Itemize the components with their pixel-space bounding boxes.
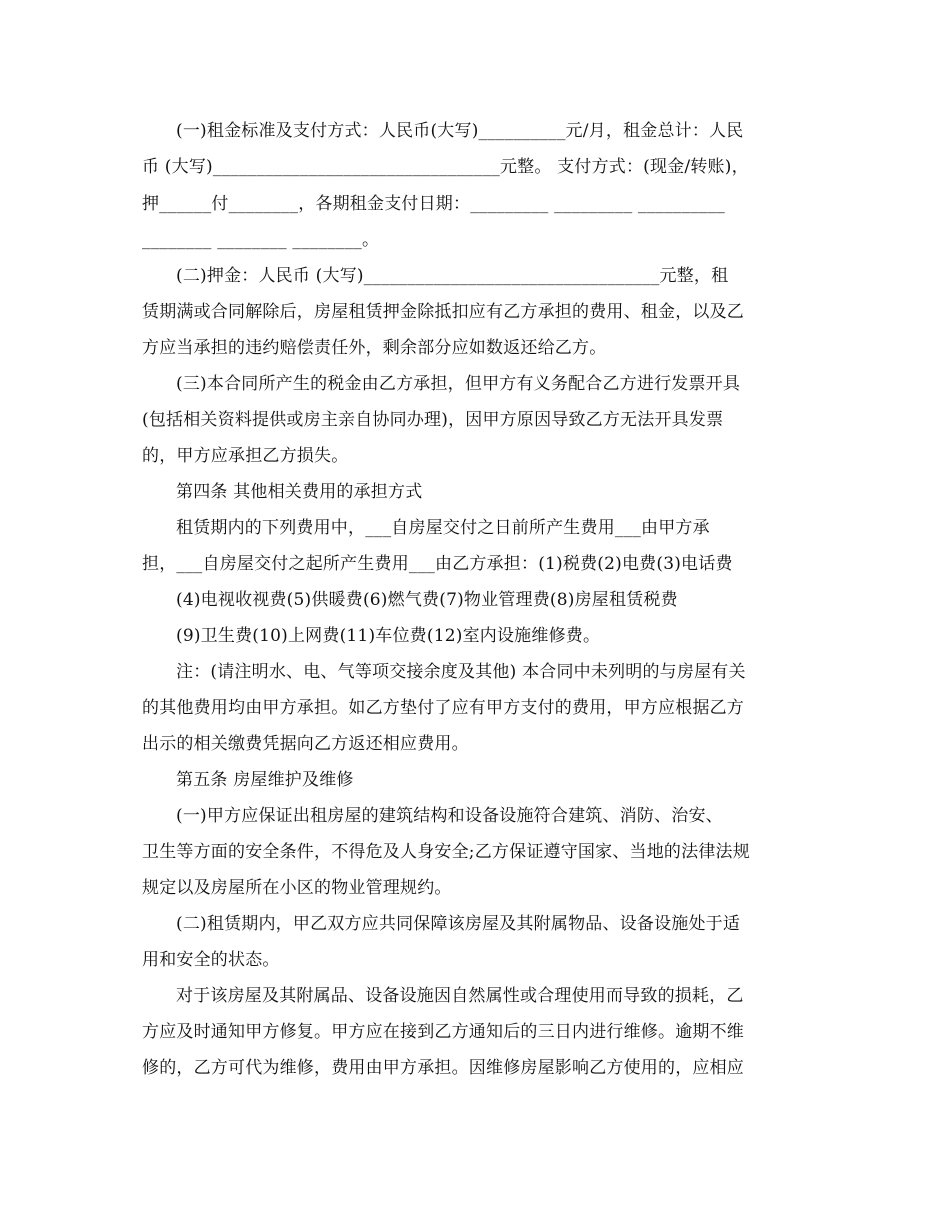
text-line: 赁期满或合同解除后，房屋租赁押金除抵扣应有乙方承担的费用、租金，以及乙 [142,302,744,322]
text-line: 规定以及房屋所在小区的物业管理规约。 [142,878,452,898]
section-heading: 第四条 其他相关费用的承担方式 [176,482,423,502]
text-line: 的其他费用均由甲方承担。如乙方垫付了应有甲方支付的费用，甲方应根据乙方 [142,698,744,718]
text-line: (二)押金：人民币 (大写)__________________________________元整，租 [176,266,729,286]
text-line: (包括相关资料提供或房主亲自协同办理)，因甲方原因导致乙方无法开具发票 [142,410,724,430]
text-line: 的，甲方应承担乙方损失。 [142,446,349,466]
text-line: 用和安全的状态。 [142,950,280,970]
text-line: 方应及时通知甲方修复。甲方应在接到乙方通知后的三日内进行维修。逾期不维 [142,1022,744,1042]
text-line: 注：(请注明水、电、气等项交接余度及其他) 本合同中未列明的与房屋有关 [176,662,746,682]
section-heading: 第五条 房屋维护及维修 [176,770,354,790]
text-line: (二)租赁期内，甲乙双方应共同保障该房屋及其附属物品、设备设施处于适 [176,914,741,934]
text-line: (4)电视收视费(5)供暖费(6)燃气费(7)物业管理费(8)房屋租赁税费 [176,590,678,610]
text-line: 出示的相关缴费凭据向乙方返还相应费用。 [142,734,469,754]
text-line: (一)甲方应保证出租房屋的建筑结构和设备设施符合建筑、消防、治安、 [176,806,723,826]
text-line: 修的，乙方可代为维修，费用由甲方承担。因维修房屋影响乙方使用的，应相应 [142,1058,744,1078]
text-line: ________ ________ ________。 [142,230,380,250]
text-line: 对于该房屋及其附属品、设备设施因自然属性或合理使用而导致的损耗，乙 [176,986,744,1006]
text-line: 币 (大写)_________________________________元整。 支付方式：(现金/转账)， [142,157,749,177]
text-line: (三)本合同所产生的税金由乙方承担，但甲方有义务配合乙方进行发票开具 [176,374,741,394]
text-line: 租赁期内的下列费用中，___自房屋交付之日前所产生费用___由甲方承 [176,518,710,538]
text-line: 押______付________，各期租金支付日期：_________ _________ __________ [142,194,726,214]
text-line: (一)租金标准及支付方式：人民币(大写)__________元/月，租金总计：人民 [176,121,744,141]
text-line: (9)卫生费(10)上网费(11)车位费(12)室内设施维修费。 [176,626,601,646]
text-line: 方应当承担的违约赔偿责任外，剩余部分应如数返还给乙方。 [142,338,607,358]
text-line: 担，___自房屋交付之起所产生费用___由乙方承担：(1)税费(2)电费(3)电话费 [142,554,733,574]
text-line: 卫生等方面的安全条件，不得危及人身安全;乙方保证遵守国家、当地的法律法规 [142,842,750,862]
